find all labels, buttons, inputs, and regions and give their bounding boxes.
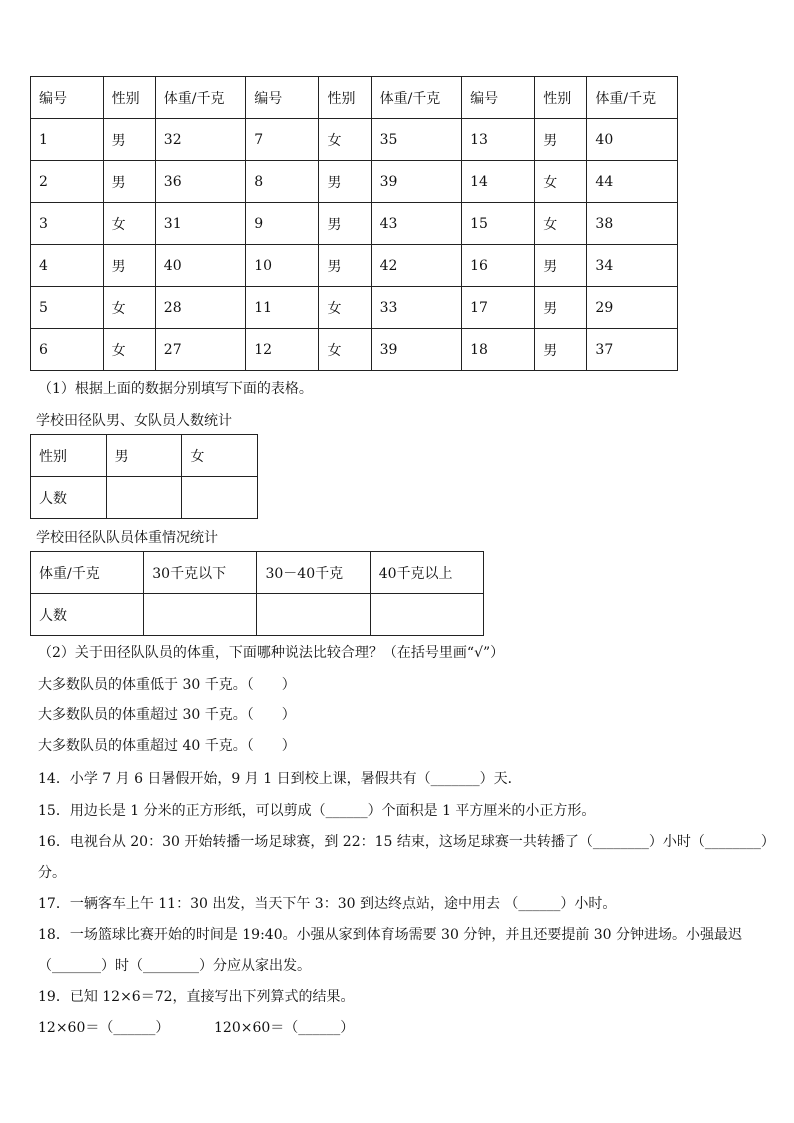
- table-cell: 8: [246, 161, 319, 203]
- table-row: [31, 329, 678, 371]
- table-cell: 30千克以下: [144, 552, 257, 594]
- header-cell: 体重/千克: [371, 77, 461, 119]
- question-17: 17．一辆客车上午 11：30 出发，当天下午 3：30 到达终点站，途中用去 （______）小时。: [38, 896, 617, 912]
- table-row: [31, 435, 258, 477]
- question-19-a: 12×60＝（______）: [38, 1020, 170, 1036]
- header-cell: 性别: [319, 77, 371, 119]
- table-cell: 40: [155, 245, 245, 287]
- question-18: 18．一场篮球比赛开始的时间是 19:40。小强从家到体育场需要 30 分钟，并且还要提前 30 分钟进场。小强最迟: [38, 927, 743, 943]
- question-18-cont: （_______）时（________）分应从家出发。: [38, 958, 311, 974]
- table-cell: 16: [462, 245, 535, 287]
- table-row: [31, 161, 678, 203]
- table-cell: 10: [246, 245, 319, 287]
- table-row: [31, 287, 678, 329]
- table-cell: 15: [462, 203, 535, 245]
- table-cell: 男: [535, 119, 587, 161]
- question-15: 15．用边长是 1 分米的正方形纸，可以剪成（______）个面积是 1 平方厘米的小正方形。: [38, 803, 596, 819]
- table-cell: 9: [246, 203, 319, 245]
- table-cell: 44: [587, 161, 678, 203]
- answer-cell[interactable]: [370, 594, 483, 636]
- table-cell: 33: [371, 287, 461, 329]
- answer-cell[interactable]: [182, 477, 258, 519]
- q2-option-1[interactable]: 大多数队员的体重低于 30 千克。（ ）: [38, 677, 296, 693]
- table-cell: 1: [31, 119, 104, 161]
- gender-count-table: [30, 434, 258, 519]
- table-cell: 男: [103, 245, 155, 287]
- table-row: [31, 594, 484, 636]
- gender-table-caption: 学校田径队男、女队员人数统计: [36, 413, 232, 429]
- weight-data-table: [30, 76, 678, 371]
- question-19-b: 120×60＝（______）: [214, 1020, 355, 1036]
- table-cell: 女: [319, 329, 371, 371]
- table-cell: 4: [31, 245, 104, 287]
- table-cell: 36: [155, 161, 245, 203]
- table-cell: 17: [462, 287, 535, 329]
- q2-option-3[interactable]: 大多数队员的体重超过 40 千克。（ ）: [38, 738, 296, 754]
- header-cell: 编号: [31, 77, 104, 119]
- table-cell: 人数: [31, 477, 107, 519]
- table-cell: 女: [103, 203, 155, 245]
- table-cell: 5: [31, 287, 104, 329]
- table-row: [31, 203, 678, 245]
- table-cell: 男: [319, 161, 371, 203]
- table-cell: 39: [371, 161, 461, 203]
- table-cell: 男: [319, 203, 371, 245]
- table-cell: 30－40千克: [257, 552, 370, 594]
- table-cell: 13: [462, 119, 535, 161]
- table-cell: 女: [535, 203, 587, 245]
- table-cell: 31: [155, 203, 245, 245]
- header-cell: 性别: [535, 77, 587, 119]
- table-cell: 女: [319, 119, 371, 161]
- table-cell: 6: [31, 329, 104, 371]
- table-cell: 男: [103, 161, 155, 203]
- table-cell: 7: [246, 119, 319, 161]
- table-cell: 40千克以上: [370, 552, 483, 594]
- question-16-cont: 分。: [38, 865, 66, 881]
- table-cell: 女: [535, 161, 587, 203]
- table-cell: 39: [371, 329, 461, 371]
- table-cell: 3: [31, 203, 104, 245]
- table-cell: 体重/千克: [31, 552, 144, 594]
- table-cell: 女: [103, 287, 155, 329]
- table-cell: 男: [535, 329, 587, 371]
- header-cell: 编号: [246, 77, 319, 119]
- table-cell: 38: [587, 203, 678, 245]
- answer-cell[interactable]: [144, 594, 257, 636]
- table-cell: 男: [535, 287, 587, 329]
- table-cell: 40: [587, 119, 678, 161]
- table-cell: 12: [246, 329, 319, 371]
- table-cell: 18: [462, 329, 535, 371]
- table-row: [31, 245, 678, 287]
- q2-option-2[interactable]: 大多数队员的体重超过 30 千克。（ ）: [38, 707, 296, 723]
- weight-table-caption: 学校田径队队员体重情况统计: [36, 530, 218, 546]
- table-cell: 34: [587, 245, 678, 287]
- table-cell: 2: [31, 161, 104, 203]
- table-cell: 28: [155, 287, 245, 329]
- weight-range-table: [30, 551, 484, 636]
- table-cell: 14: [462, 161, 535, 203]
- answer-cell[interactable]: [106, 477, 182, 519]
- table-cell: 43: [371, 203, 461, 245]
- table-cell: 男: [319, 245, 371, 287]
- table-row: [31, 477, 258, 519]
- table-cell: 27: [155, 329, 245, 371]
- question-14: 14．小学 7 月 6 日暑假开始，9 月 1 日到校上课，暑假共有（_______）天．: [38, 771, 522, 787]
- table-cell: 男: [103, 119, 155, 161]
- table-cell: 女: [319, 287, 371, 329]
- answer-cell[interactable]: [257, 594, 370, 636]
- table-row: [31, 119, 678, 161]
- table-cell: 男: [106, 435, 182, 477]
- table-cell: 35: [371, 119, 461, 161]
- q1-instruction: （1）根据上面的数据分别填写下面的表格。: [38, 381, 313, 397]
- header-cell: 性别: [103, 77, 155, 119]
- table-row: [31, 552, 484, 594]
- table-cell: 人数: [31, 594, 144, 636]
- table-cell: 男: [535, 245, 587, 287]
- table-cell: 女: [103, 329, 155, 371]
- table-cell: 性别: [31, 435, 107, 477]
- table-header-row: [31, 77, 678, 119]
- header-cell: 体重/千克: [155, 77, 245, 119]
- q2-prompt: （2）关于田径队队员的体重，下面哪种说法比较合理？（在括号里画“√”）: [38, 645, 505, 661]
- table-cell: 37: [587, 329, 678, 371]
- header-cell: 体重/千克: [587, 77, 678, 119]
- table-cell: 女: [182, 435, 258, 477]
- table-cell: 11: [246, 287, 319, 329]
- question-19: 19．已知 12×6＝72，直接写出下列算式的结果。: [38, 989, 355, 1005]
- table-cell: 29: [587, 287, 678, 329]
- table-cell: 32: [155, 119, 245, 161]
- table-cell: 42: [371, 245, 461, 287]
- question-16: 16．电视台从 20：30 开始转播一场足球赛，到 22：15 结束，这场足球赛一共转播了（________）小时（________）: [38, 834, 775, 850]
- header-cell: 编号: [462, 77, 535, 119]
